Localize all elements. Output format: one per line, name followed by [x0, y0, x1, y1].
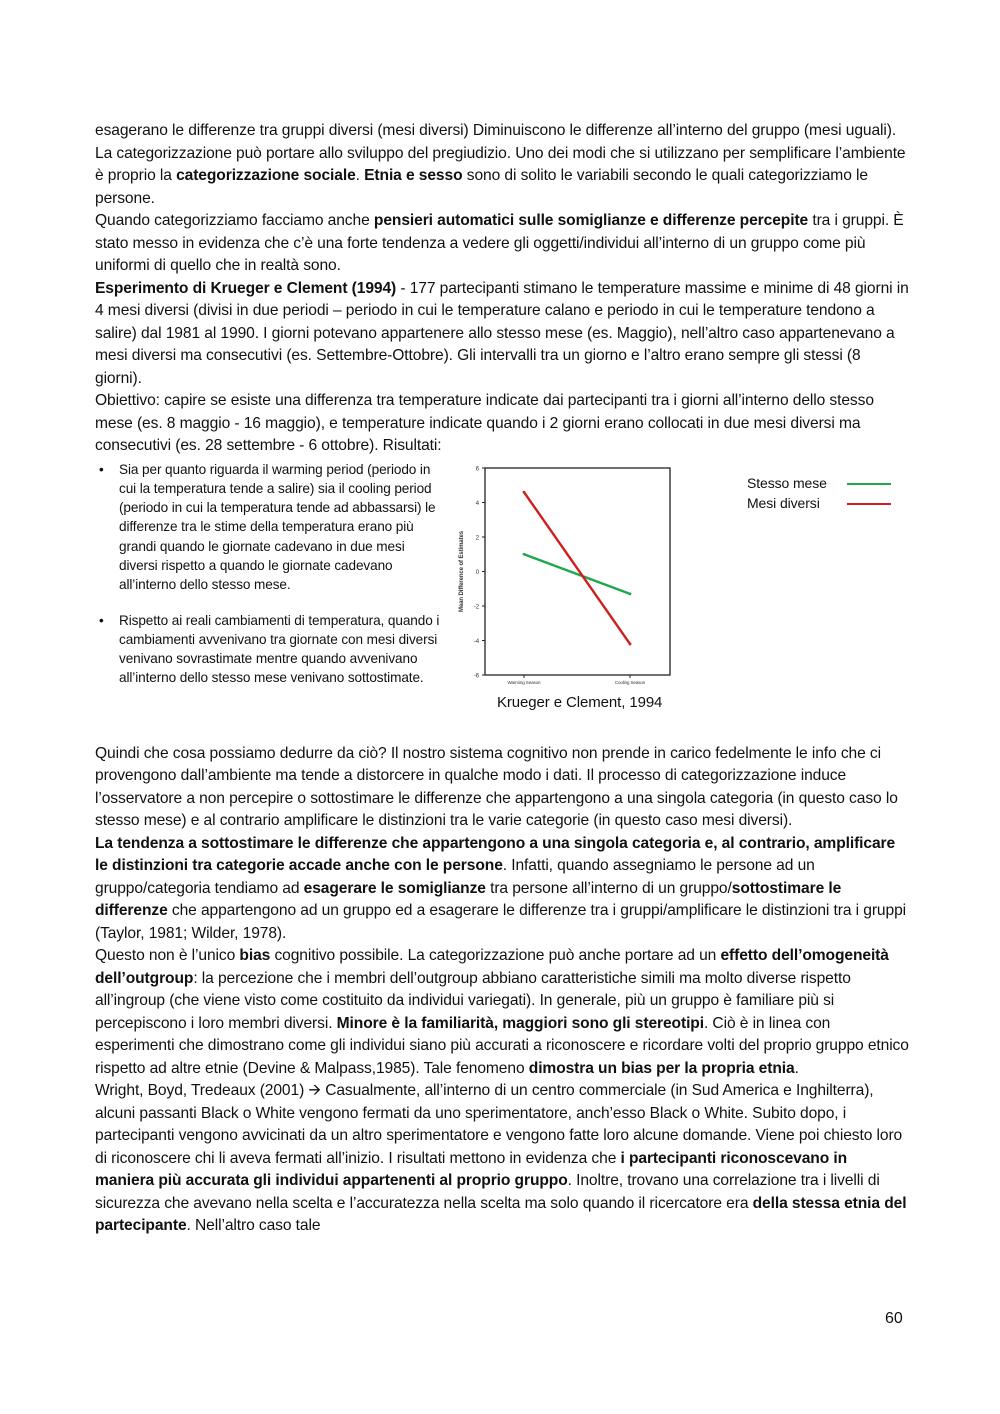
- legend-entry: [747, 494, 891, 514]
- bold-text: i partecipanti riconoscevano in maniera più accurata gli individui appartenenti al proprio gruppo: [95, 1149, 848, 1189]
- paragraph: [95, 1080, 910, 1238]
- series-line-stesso-mese: [524, 554, 630, 594]
- text-run: : la percezione che i membri dell’outgroup abbiano caratteristiche simili ma molto diverse rispetto all’ingroup (che viene visto come costituito da individui variegati). In generale, più un gruppo è familiare più si percepiscono i loro membri diversi.: [95, 969, 851, 1032]
- bold-text: Minore è la familiarità, maggiori sono gli stereotipi: [336, 1014, 704, 1032]
- data-point: [523, 552, 526, 555]
- bullet-text: Sia per quanto riguarda il warming period (periodo in cui la temperatura tende a salire) sia il cooling period (periodo in cui la temperatura tende ad abbassarsi) le differenze tra le stime della temperatura erano più grandi quando le giornate cadevano in due mesi diversi rispetto a quando le giornate cadevano all’interno dello stesso mese.: [119, 461, 436, 593]
- results-bullets: [95, 460, 445, 704]
- line-chart: [450, 460, 690, 716]
- y-tick-label: -6: [473, 673, 479, 679]
- paragraph: [95, 278, 910, 391]
- legend-label: Mesi diversi: [747, 495, 820, 512]
- text-run: tra i gruppi. È stato messo in evidenza che c’è una forte tendenza a vedere gli oggetti/individui all’interno di un gruppo come più uniformi di quello che in realtà sono.: [95, 212, 904, 274]
- paragraphs-after: [95, 743, 910, 1238]
- bold-text: effetto dell’omogeneità dell’outgroup: [95, 947, 889, 987]
- text-run: Quindi che cosa possiamo dedurre da ciò? Il nostro sistema cognitivo non prende in carico fedelmente le info che ci provengono dall’ambiente ma tende a distorcere in qualche modo i dati. Il processo di categorizzazione induce l’osservatore a non percepire o sottostimare le differenze che appartengono a una singola categoria (in questo caso lo stesso mese) e al contrario amplificare le distinzioni tra le varie categorie (in questo caso mesi diversi).: [95, 744, 898, 829]
- text-run: .: [355, 167, 365, 184]
- bold-text: La tendenza a sottostimare le differenze che appartengono a una singola categoria e, al contrario, amplificare le distinzioni tra categorie accade anche con le persone: [95, 834, 896, 874]
- text-run: La categorizzazione può portare allo sviluppo del pregiudizio. Uno dei modi che si utilizzano per semplificare l’ambiente è proprio la: [95, 144, 906, 184]
- bullet-item: [95, 460, 445, 595]
- bold-text: dimostra un bias per la propria etnia: [528, 1059, 795, 1077]
- y-tick-label: 2: [475, 535, 479, 541]
- data-point: [523, 490, 526, 493]
- legend-entry: [747, 474, 891, 494]
- paragraph: [95, 833, 910, 946]
- bold-text: Esperimento di Krueger e Clement (1994): [95, 279, 397, 297]
- bullet-item: [95, 611, 445, 688]
- paragraph: [95, 743, 910, 833]
- text-run: .: [794, 1059, 799, 1077]
- text-run: - 177 partecipanti stimano le temperature massime e minime di 48 giorni in 4 mesi diversi (divisi in due periodi – periodo in cui le temperature calano e periodo in cui le temperature tendono a salire) dal 1981 al 1990. I giorni potevano appartenere allo stesso mese (es. Maggio), nell’altro caso appartenevano a mesi diversi ma consecutivi (es. Settembre-Ottobre). Gli intervalli tra un giorno e l’altro erano sempre gli stessi (8 giorni).: [95, 279, 909, 387]
- paragraph: [95, 143, 910, 211]
- paragraphs-before: [95, 120, 910, 458]
- series-line-mesi-diversi: [524, 492, 630, 644]
- bold-text: bias: [239, 947, 271, 964]
- y-tick-label: -2: [473, 604, 479, 610]
- y-tick-label: -4: [473, 638, 479, 645]
- y-tick-label: 4: [475, 500, 479, 507]
- bullet-text: Rispetto ai reali cambiamenti di temperatura, quando i cambiamenti avvenivano tra giornate con mesi diversi venivano sovrastimate mentre quando avvenivano all’interno dello stesso mese venivano sottostimate.: [119, 612, 440, 686]
- text-run: cognitivo possibile. La categorizzazione può anche portare ad un: [270, 947, 721, 964]
- bold-text: pensieri automatici sulle somiglianze e differenze percepite: [373, 212, 809, 229]
- bullet-symbol: •: [99, 612, 104, 628]
- plot-frame: [485, 468, 670, 675]
- text-run: . Nell’altro caso tale: [186, 1217, 321, 1234]
- y-axis-label: Mean Difference of Estimates: [459, 530, 465, 612]
- x-tick-label: Warming Season: [507, 679, 541, 685]
- text-run: . Ciò è in linea con esperimenti che dimostrano come gli individui siano più accurati a riconoscere e ricordare volti del proprio gruppo etnico rispetto ad altre etnie (Devine & Malpass,1985). Tale fenomeno: [95, 1014, 909, 1077]
- paragraph: [95, 120, 910, 143]
- body-text: [95, 120, 910, 1238]
- text-run: . Inoltre, trovano una correlazione tra i livelli di sicurezza che avevano nella scelta e l’accuratezza nella scelta ma solo quando il ricercatore era: [95, 1172, 880, 1212]
- chart-legend: [747, 474, 891, 514]
- bold-text: Etnia e sesso: [364, 167, 463, 184]
- bullet-symbol: •: [99, 461, 104, 477]
- y-tick-label: 6: [475, 466, 479, 472]
- text-run: Quando categorizziamo facciamo anche: [95, 212, 374, 229]
- text-run: Wright, Boyd, Tredeaux (2001) 🡪 Casualmente, all’interno di un centro commerciale (in Sud America e Inghilterra), alcuni passanti Black o White vengono fermati da uno sperimentatore, anch’esso Black o White. Subito dopo, i partecipanti vengono avvicinati da un altro sperimentatore e vengono fatte loro alcune domande. Viene poi chiesto loro di riconoscere chi li aveva fermati all’inizio. I risultati mettono in evidenza che: [95, 1082, 903, 1167]
- paragraph: [95, 210, 910, 278]
- bold-text: sottostimare le differenze: [95, 879, 842, 919]
- text-run: sono di solito le variabili secondo le quali categorizziamo le persone.: [95, 167, 868, 207]
- data-point: [629, 642, 632, 645]
- bold-text: della stessa etnia del partecipante: [95, 1194, 907, 1234]
- legend-swatch: [847, 483, 891, 485]
- paragraph: [95, 945, 910, 1080]
- text-run: esagerano le differenze tra gruppi diversi (mesi diversi) Diminuiscono le differenze all’interno del gruppo (mesi uguali).: [95, 122, 897, 139]
- legend-swatch: [847, 503, 891, 505]
- bold-text: categorizzazione sociale: [176, 167, 356, 184]
- results-figure: [95, 460, 910, 743]
- paragraph: [95, 390, 910, 458]
- chart-caption: Krueger e Clement, 1994: [497, 693, 663, 711]
- y-tick-label: 0: [475, 569, 479, 576]
- text-run: tra persone all’interno di un gruppo/: [485, 879, 732, 897]
- bold-text: esagerare le somiglianze: [303, 879, 486, 897]
- x-tick-label: Cooling Season: [614, 679, 646, 685]
- page-number: 60: [885, 1310, 903, 1327]
- text-run: Obiettivo: capire se esiste una differenza tra temperature indicate dai partecipanti tra i giorni all’interno dello stesso mese (es. 8 maggio - 16 maggio), e temperature indicate quando i 2 giorni erano collocati in due mesi diversi ma consecutivi (es. 28 settembre - 6 ottobre). Risultati:: [95, 392, 874, 454]
- text-run: . Infatti, quando assegniamo le persone ad un gruppo/categoria tendiamo ad: [95, 857, 815, 897]
- text-run: che appartengono ad un gruppo ed a esagerare le differenze tra i gruppi/amplificare le distinzioni tra i gruppi (Taylor, 1981; Wilder, 1978).: [95, 902, 907, 942]
- text-run: Questo non è l’unico: [95, 947, 240, 964]
- data-point: [629, 592, 632, 595]
- legend-label: Stesso mese: [747, 475, 827, 492]
